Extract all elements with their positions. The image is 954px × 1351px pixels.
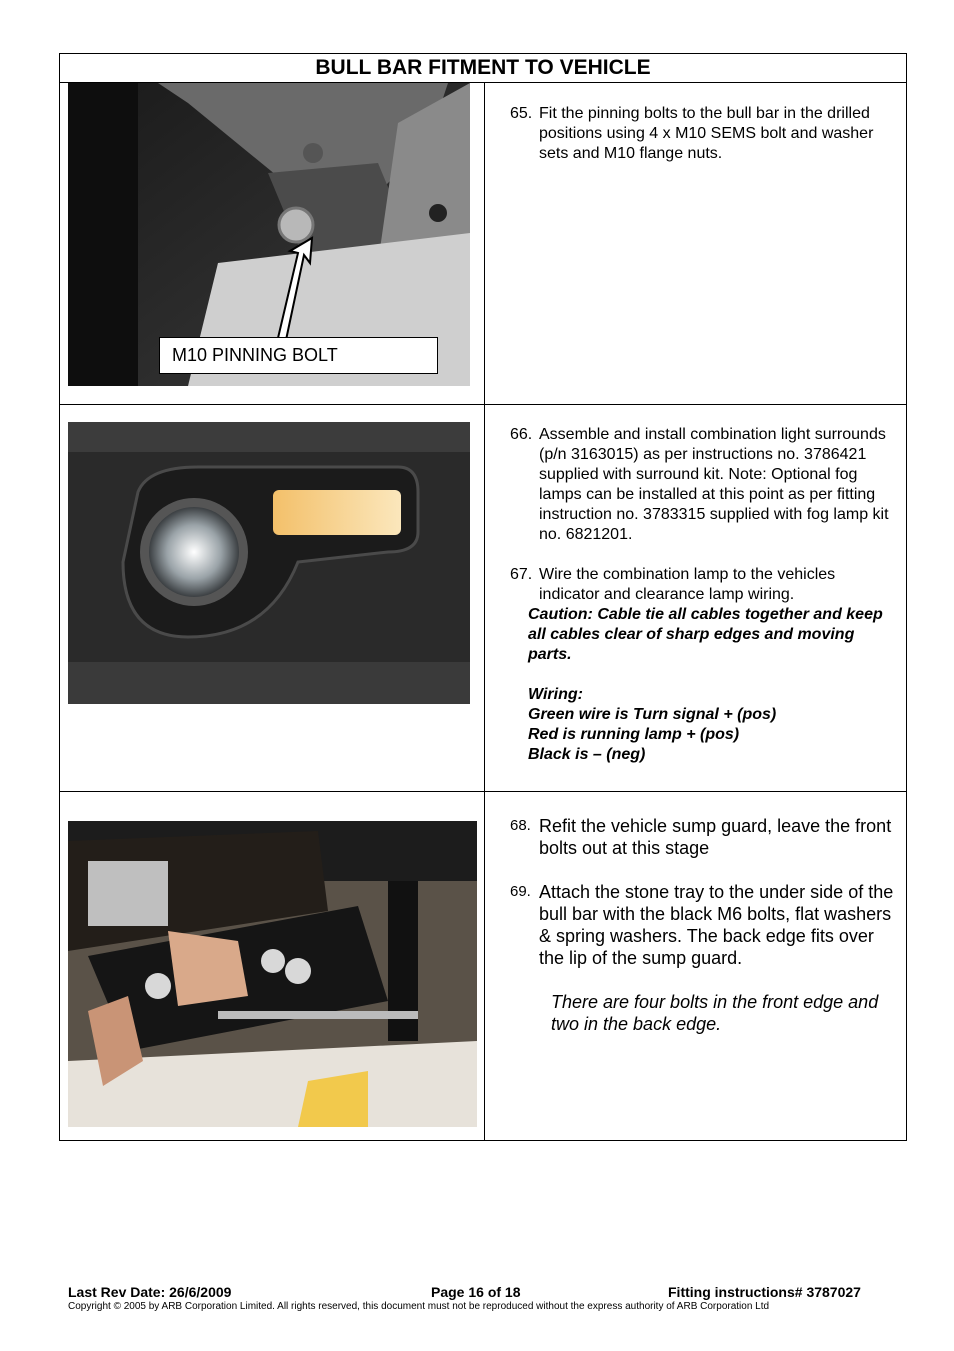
step-description: Refit the vehicle sump guard, leave the front bolts out at this stage bbox=[539, 816, 892, 858]
caution-text: Caution: Cable tie all cables together and keep all cables clear of sharp edges and moving parts. bbox=[528, 606, 883, 663]
footer-copyright: Copyright © 2005 by ARB Corporation Limited. All rights reserved, this document must not be reproduced without the express authority of ARB Corporation Ltd bbox=[68, 1301, 770, 1312]
photo-pinning-bolt bbox=[68, 83, 470, 386]
step-number: 67. bbox=[510, 566, 533, 583]
step-item bbox=[510, 881, 900, 969]
step-item bbox=[510, 425, 900, 545]
footer-instruction-number: Fitting instructions# 3787027 bbox=[668, 1284, 861, 1300]
footer bbox=[68, 1284, 898, 1302]
step-row-66-67 bbox=[60, 405, 906, 792]
step-item bbox=[510, 104, 900, 164]
footer-page-number: Page 16 of 18 bbox=[431, 1284, 521, 1300]
step-description: Fit the pinning bolts to the bull bar in the drilled positions using 4 x M10 SEMS bolt and washer sets and M10 flange nuts. bbox=[539, 105, 874, 162]
step-description: Assemble and install combination light surrounds (p/n 3163015) as per instructions no. 3786421 supplied with surround kit. Note: Optional fog lamps can be installed at this point as per fitting instruction no. 3783315 supplied with fog lamp kit no. 6821201. bbox=[539, 426, 889, 543]
step-text bbox=[510, 425, 900, 765]
wiring-heading: Wiring: bbox=[528, 686, 583, 703]
step-item bbox=[510, 565, 900, 605]
step-description: Attach the stone tray to the under side of the bull bar with the black M6 bolts, flat washers & spring washers. The back edge fits over the lip of the sump guard. bbox=[539, 882, 894, 968]
step-description: Wire the combination lamp to the vehicles indicator and clearance lamp wiring. bbox=[539, 566, 836, 603]
footer-rev-date: Last Rev Date: 26/6/2009 bbox=[68, 1284, 232, 1300]
column-divider bbox=[484, 792, 485, 1140]
step-number: 69. bbox=[510, 883, 531, 900]
wiring-black: Black is – (neg) bbox=[528, 746, 646, 763]
image-callout-label: M10 PINNING BOLT bbox=[159, 337, 438, 374]
step-row-68-69 bbox=[60, 792, 906, 1140]
instruction-table bbox=[59, 53, 907, 1141]
photo-combination-lamp bbox=[68, 422, 470, 704]
wiring-green: Green wire is Turn signal + (pos) bbox=[528, 706, 777, 723]
column-divider bbox=[484, 405, 485, 791]
step-text bbox=[510, 104, 900, 164]
step-number: 66. bbox=[510, 426, 533, 443]
step-number: 68. bbox=[510, 817, 531, 834]
page-title: BULL BAR FITMENT TO VEHICLE bbox=[60, 54, 906, 83]
wiring-red: Red is running lamp + (pos) bbox=[528, 726, 740, 743]
column-divider bbox=[484, 83, 485, 404]
photo-stone-tray bbox=[68, 821, 477, 1127]
step-row-65 bbox=[60, 83, 906, 405]
step-item bbox=[510, 815, 900, 859]
step-text bbox=[510, 815, 900, 1035]
step-number: 65. bbox=[510, 105, 533, 122]
bolt-note: There are four bolts in the front edge and two in the back edge. bbox=[551, 992, 879, 1034]
